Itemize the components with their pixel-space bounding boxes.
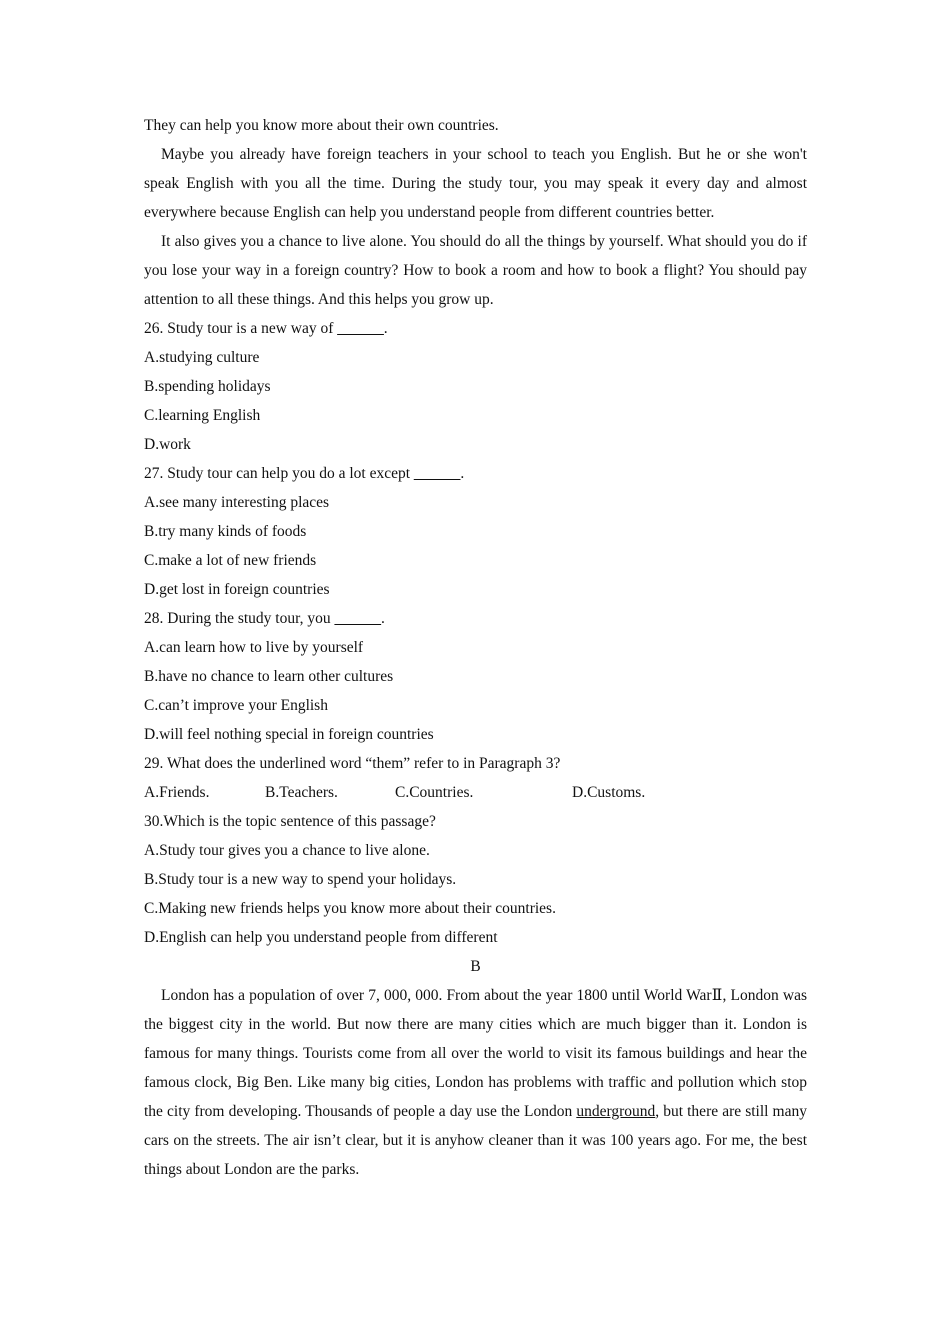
option-b: B.have no chance to learn other cultures <box>144 668 394 685</box>
exam-page <box>144 111 807 1184</box>
option-d: D.Customs. <box>572 784 646 801</box>
option-b: B.spending holidays <box>144 378 271 395</box>
options-row <box>144 778 807 807</box>
option-c: C.Making new friends helps you know more about their countries. <box>144 900 556 917</box>
option-a: A.Study tour gives you a chance to live alone. <box>144 842 430 859</box>
option-c: C.can’t improve your English <box>144 697 328 714</box>
answer-blank: ______ <box>334 610 382 627</box>
option-c: C.make a lot of new friends <box>144 552 317 569</box>
question-stem: 28. During the study tour, you ______. <box>144 610 385 627</box>
question-27 <box>144 459 807 604</box>
option-a: A.Friends. <box>144 784 210 801</box>
passage-a-paragraph-2: Maybe you already have foreign teachers in your school to teach you English. But he or she won't speak English with you all the time. During the study tour, you may speak it every day and almost everywhere because English can help you understand people from different countries better. <box>144 146 807 221</box>
question-29 <box>144 749 807 807</box>
option-d: D.will feel nothing special in foreign countries <box>144 726 434 743</box>
question-stem: 30.Which is the topic sentence of this passage? <box>144 813 436 830</box>
question-stem: 26. Study tour is a new way of ______. <box>144 320 388 337</box>
option-d: D.get lost in foreign countries <box>144 581 330 598</box>
option-b: B.try many kinds of foods <box>144 523 307 540</box>
passage-b-heading: B <box>470 958 481 975</box>
option-b: B.Study tour is a new way to spend your holidays. <box>144 871 457 888</box>
answer-blank: ______ <box>337 320 384 337</box>
question-26 <box>144 314 807 459</box>
option-a: A.studying culture <box>144 349 260 366</box>
option-a: A.see many interesting places <box>144 494 330 511</box>
option-c: C.Countries. <box>395 784 474 801</box>
passage-b-paragraph: London has a population of over 7, 000, 000. From about the year 1800 until World WarⅡ, London was the biggest city in the world. But now there are many cities which are much bigger than it. London is famous for many things. Tourists come from all over the world to visit its famous buildings and hear the famous clock, Big Ben. Like many big cities, London has problems with traffic and pollution which stop the city from developing. Thousands of people a day use the London underground, but there are still many cars on the streets. The air isn’t clear, but it is anyhow cleaner than it was 100 years ago. For me, the best things about London are the parks. <box>144 987 807 1178</box>
passage-a-line: They can help you know more about their own countries. <box>144 117 499 134</box>
option-d: D.English can help you understand people from different <box>144 929 498 946</box>
option-b: B.Teachers. <box>265 784 338 801</box>
option-c: C.learning English <box>144 407 261 424</box>
passage-a-paragraph-3: It also gives you a chance to live alone. You should do all the things by yourself. What should you do if you lose your way in a foreign country? How to book a room and how to book a flight? You should pay attention to all these things. And this helps you grow up. <box>144 233 807 308</box>
question-30 <box>144 807 807 952</box>
underlined-word: underground <box>576 1103 656 1120</box>
answer-blank: ______ <box>413 465 461 482</box>
question-28 <box>144 604 807 749</box>
question-stem: 29. What does the underlined word “them” refer to in Paragraph 3? <box>144 755 561 772</box>
option-d: D.work <box>144 436 191 453</box>
question-stem: 27. Study tour can help you do a lot except ______. <box>144 465 465 482</box>
option-a: A.can learn how to live by yourself <box>144 639 364 656</box>
